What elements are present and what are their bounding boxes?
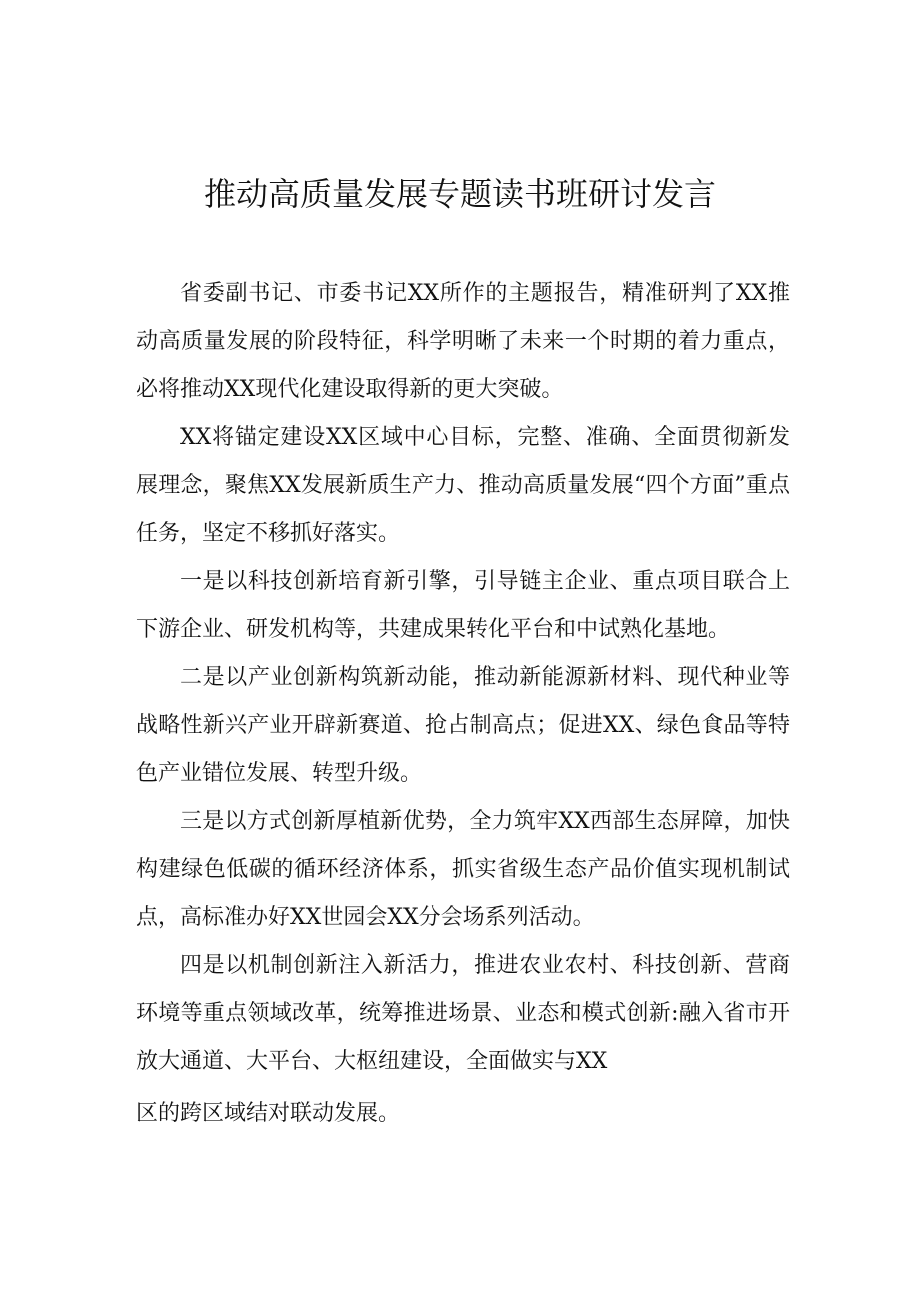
- document-title: 推动高质量发展专题读书班研讨发言: [203, 175, 716, 213]
- paragraph-5: 三是以方式创新厚植新优势，全力筑牢XX西部生态屏障，加快构建绿色低碳的循环经济体系，抓实省级生态产品价值实现机制试点，高标准办好XX世园会XX分会场系列活动。: [136, 809, 790, 930]
- paragraph-6: 四是以机制创新注入新活力，推进农业农村、科技创新、营商环境等重点领域改革，统筹推进场景、业态和模式创新:融入省市开放大通道、大平台、大枢纽建设，全面做实与XX: [136, 953, 790, 1074]
- paragraph-3: 一是以科技创新培育新引擎，引导链主企业、重点项目联合上下游企业、研发机构等，共建成果转化平台和中试熟化基地。: [136, 569, 790, 642]
- paragraph-4: 二是以产业创新构筑新动能，推动新能源新材料、现代种业等战略性新兴产业开辟新赛道、抢占制高点；促进XX、绿色食品等特色产业错位发展、转型升级。: [136, 665, 790, 786]
- paragraph-7: 区的跨区域结对联动发展。: [136, 1101, 401, 1126]
- paragraph-1: 省委副书记、市委书记XX所作的主题报告，精准研判了XX推动高质量发展的阶段特征，科学明晰了未来一个时期的着力重点，必将推动XX现代化建设取得新的更大突破。: [136, 281, 790, 402]
- paragraph-2: XX将锚定建设XX区域中心目标，完整、准确、全面贯彻新发展理念，聚焦XX发展新质生产力、推动高质量发展“四个方面”重点任务，坚定不移抓好落实。: [136, 425, 790, 546]
